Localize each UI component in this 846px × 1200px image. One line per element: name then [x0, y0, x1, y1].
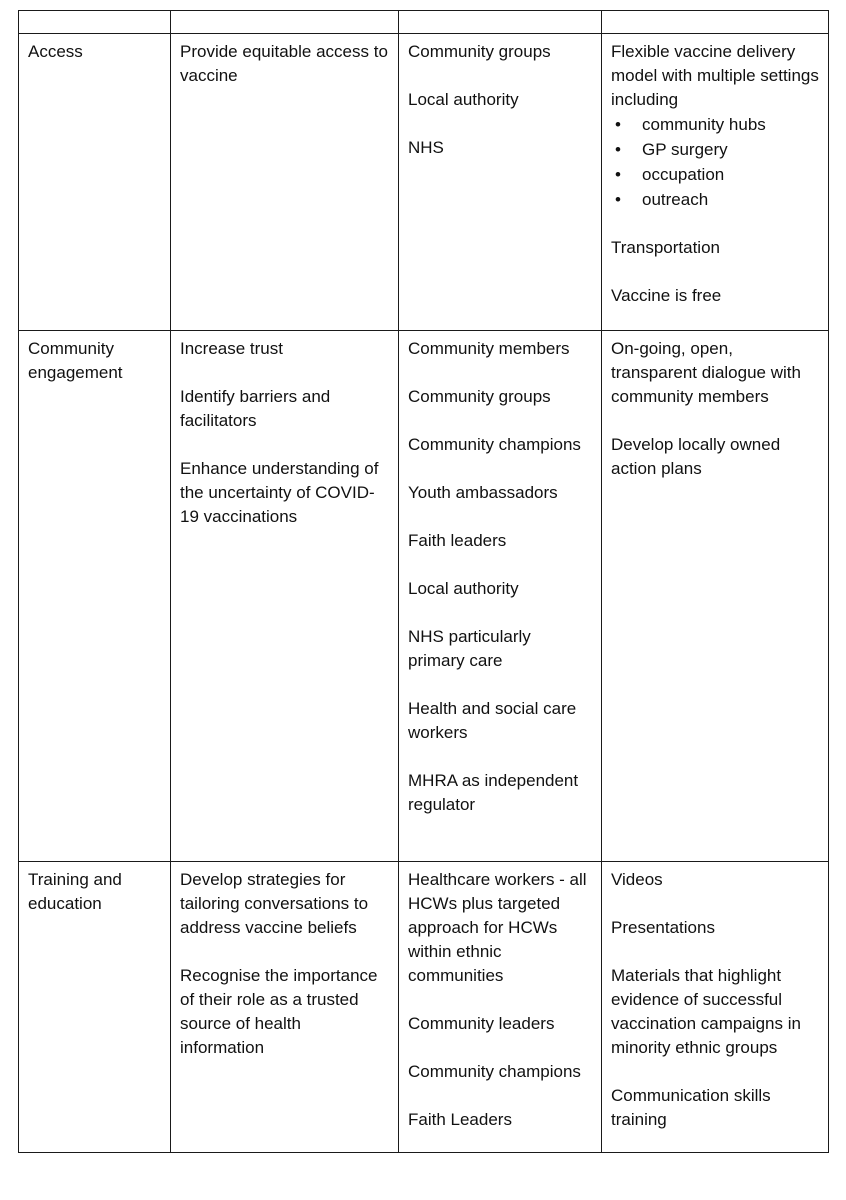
- stakeholder-text: Community groups: [408, 42, 551, 61]
- aim-text: Provide equitable access to vaccine: [180, 42, 388, 85]
- stakeholder-text: Youth ambassadors: [408, 483, 558, 502]
- aims-cell: [171, 862, 399, 1153]
- stakeholder-text: Faith leaders: [408, 531, 507, 550]
- stakeholder-text: Community members: [408, 339, 570, 358]
- aim-text: Increase trust: [180, 339, 283, 358]
- stakeholder-text: MHRA as independent regulator: [408, 771, 579, 814]
- action-text: Presentations: [611, 918, 715, 937]
- action-text: Transportation: [611, 238, 720, 257]
- action-text: Flexible vaccine delivery model with multiple settings including: [611, 42, 819, 109]
- bullet-icon: •: [615, 190, 621, 209]
- action-text: Videos: [611, 870, 663, 889]
- header-cell: [602, 11, 829, 34]
- aim-text: Enhance understanding of the uncertainty of COVID-19 vaccinations: [180, 459, 379, 526]
- action-text: Vaccine is free: [611, 286, 722, 305]
- area-cell: [19, 331, 171, 862]
- area-label: Training and education: [28, 870, 122, 913]
- aims-cell: [171, 34, 399, 331]
- table-row: [19, 331, 829, 862]
- settings-list: [611, 112, 819, 212]
- stakeholders-cell: [399, 331, 602, 862]
- action-text: Materials that highlight evidence of successful vaccination campaigns in minority ethnic groups: [611, 966, 801, 1057]
- stakeholder-text: Community champions: [408, 435, 581, 454]
- area-label: Access: [28, 42, 83, 61]
- stakeholders-cell: [399, 34, 602, 331]
- area-cell: [19, 34, 171, 331]
- list-item-text: GP surgery: [642, 140, 728, 159]
- stakeholder-text: Healthcare workers - all HCWs plus targeted approach for HCWs within ethnic communities: [408, 870, 587, 985]
- header-cell: [171, 11, 399, 34]
- stakeholder-text: Faith Leaders: [408, 1110, 512, 1129]
- stakeholder-text: Local authority: [408, 579, 519, 598]
- list-item: [611, 162, 819, 187]
- stakeholder-text: NHS particularly primary care: [408, 627, 531, 670]
- action-text: On-going, open, transparent dialogue with community members: [611, 339, 801, 406]
- stakeholder-text: Local authority: [408, 90, 519, 109]
- header-cell: [399, 11, 602, 34]
- aims-cell: [171, 331, 399, 862]
- table-row: [19, 862, 829, 1153]
- stakeholders-cell: [399, 862, 602, 1153]
- action-text: Communication skills training: [611, 1086, 771, 1129]
- list-item: [611, 187, 819, 212]
- bullet-icon: •: [615, 115, 621, 134]
- actions-cell: [602, 331, 829, 862]
- list-item-text: community hubs: [642, 115, 766, 134]
- action-text: Develop locally owned action plans: [611, 435, 781, 478]
- actions-cell: [602, 34, 829, 331]
- list-item-text: occupation: [642, 165, 725, 184]
- strategy-table: [18, 10, 829, 1153]
- stakeholder-text: Health and social care workers: [408, 699, 577, 742]
- aim-text: Recognise the importance of their role as a trusted source of health information: [180, 966, 378, 1057]
- area-cell: [19, 862, 171, 1153]
- aim-text: Develop strategies for tailoring conversations to address vaccine beliefs: [180, 870, 369, 937]
- list-item: [611, 112, 819, 137]
- stakeholder-text: Community champions: [408, 1062, 581, 1081]
- aim-text: Identify barriers and facilitators: [180, 387, 331, 430]
- bullet-icon: •: [615, 140, 621, 159]
- table-row: [19, 34, 829, 331]
- empty-header-row: [19, 11, 829, 34]
- stakeholder-text: Community groups: [408, 387, 551, 406]
- actions-cell: [602, 862, 829, 1153]
- area-label: Community engagement: [28, 339, 123, 382]
- list-item: [611, 137, 819, 162]
- stakeholder-text: Community leaders: [408, 1014, 555, 1033]
- bullet-icon: •: [615, 165, 621, 184]
- list-item-text: outreach: [642, 190, 709, 209]
- stakeholder-text: NHS: [408, 138, 444, 157]
- header-cell: [19, 11, 171, 34]
